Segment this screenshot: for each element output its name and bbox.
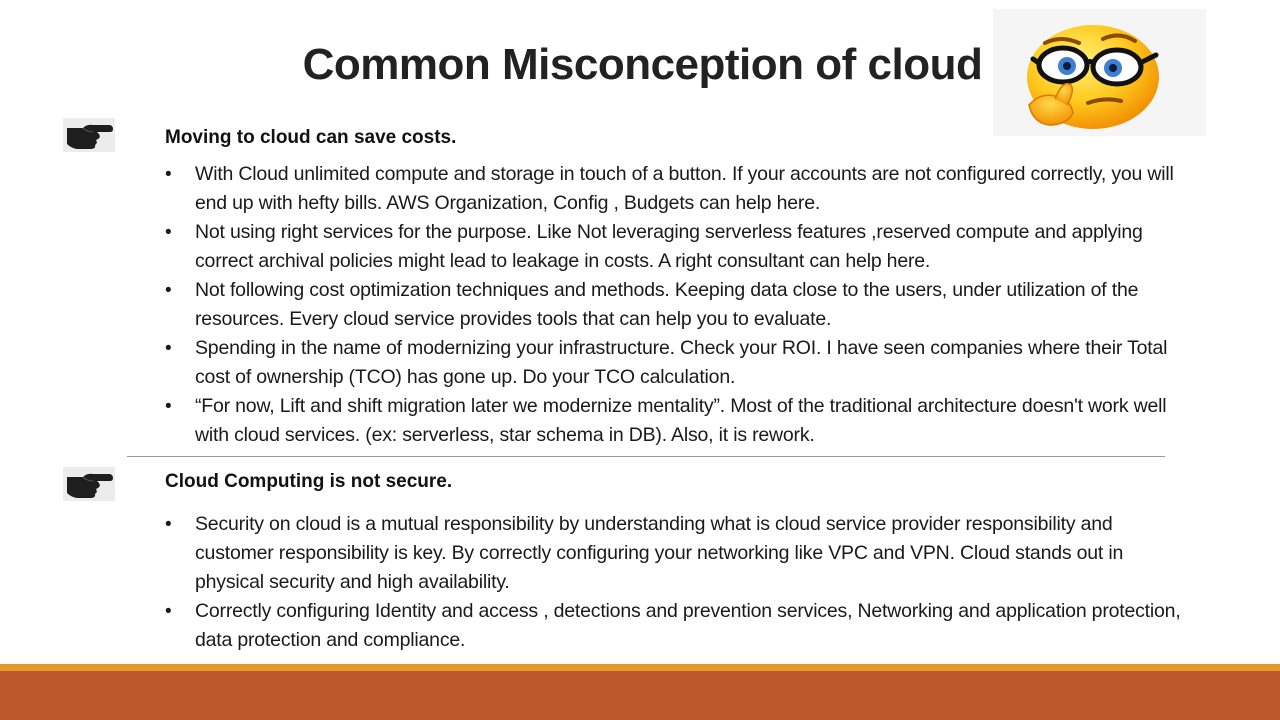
section-divider [127,456,1165,457]
section-heading-security: Cloud Computing is not secure. [165,471,453,492]
pointing-hand-icon [63,118,115,152]
list-item: • Not using right services for the purpose. Like Not leveraging serverless features ,reserved compute and applying correct archival policies might lead to leakage in costs. A right consultant can help here. [165,218,1195,276]
footer-band-rust [0,671,1280,720]
footer-band-gold [0,664,1280,671]
list-item: • Correctly configuring Identity and access , detections and prevention services, Networking and application protection, data protection and compliance. [165,597,1195,655]
slide-title: Common Misconception of cloud [302,40,983,89]
bullet-list-security [165,510,1195,655]
list-item: • Spending in the name of modernizing your infrastructure. Check your ROI. I have seen companies where their Total cost of ownership (TCO) has gone up. Do your TCO calculation. [165,334,1195,392]
list-item: • With Cloud unlimited compute and storage in touch of a button. If your accounts are not configured correctly, you will end up with hefty bills. AWS Organization, Config , Budgets can help here. [165,160,1195,218]
list-item: • “For now, Lift and shift migration later we modernize mentality”. Most of the traditional architecture doesn't work well with cloud services. (ex: serverless, star schema in DB). Also, it is rework. [165,392,1195,450]
thinking-face-with-glasses-icon [993,9,1206,136]
pointing-hand-icon [63,467,115,501]
bullet-list-costs [165,160,1195,450]
list-item: • Not following cost optimization techniques and methods. Keeping data close to the users, under utilization of the resources. Every cloud service provides tools that can help you to evaluate. [165,276,1195,334]
section-heading-costs: Moving to cloud can save costs. [165,127,457,148]
list-item: • Security on cloud is a mutual responsibility by understanding what is cloud service provider responsibility and customer responsibility is key. By correctly configuring your networking like VPC and VPN. Cloud stands out in physical security and high availability. [165,510,1195,597]
